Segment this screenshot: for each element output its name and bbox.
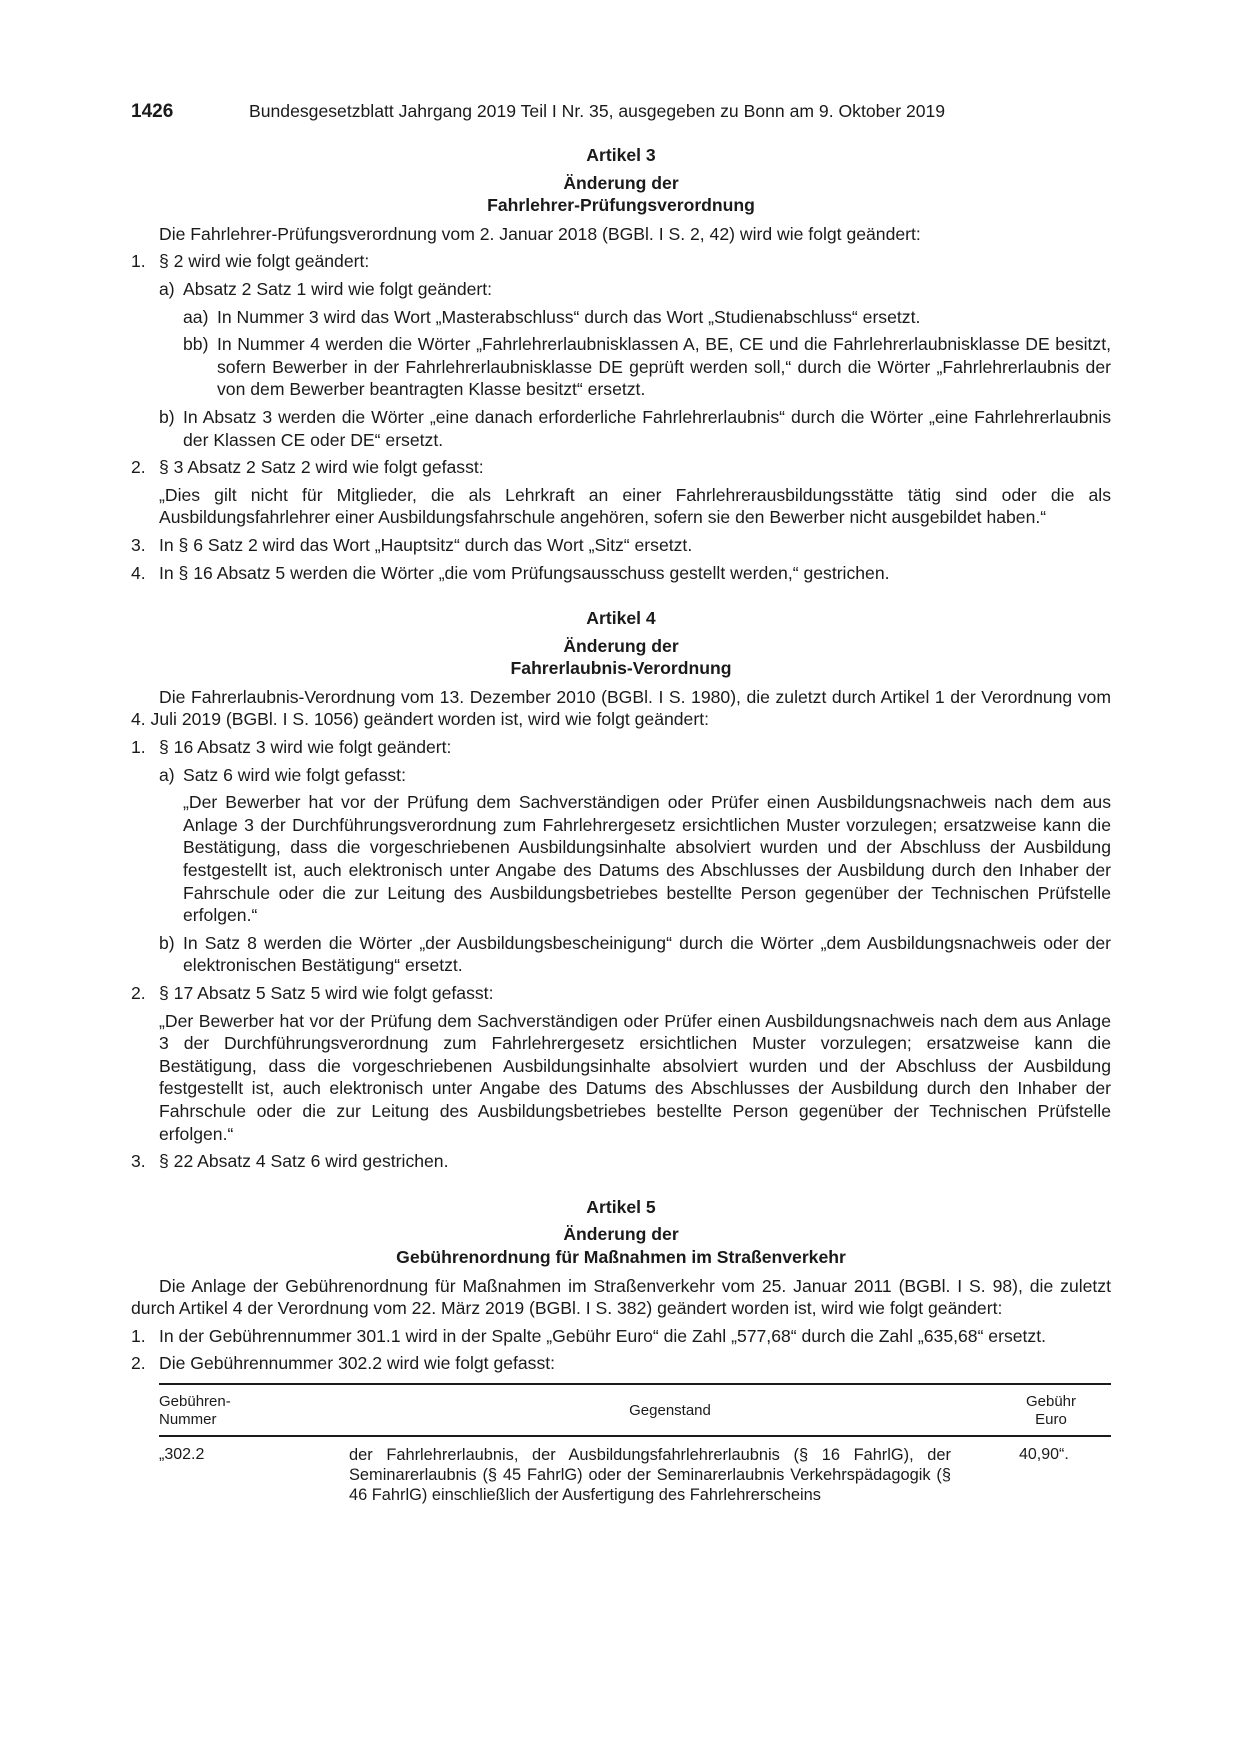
- item-text: In Absatz 3 werden die Wörter „eine danach erforderliche Fahrlehrerlaubnis“ durch die Wörter „eine Fahrlehrerlaubnis der Klassen CE oder DE“ ersetzt.: [183, 406, 1111, 450]
- article-4-title: Artikel 4: [586, 608, 656, 629]
- article-5-heading: [131, 1196, 1111, 1269]
- page-number: 1426: [131, 101, 174, 122]
- article-3: [131, 144, 1111, 584]
- article-4-subtitle-2: Fahrerlaubnis-Verordnung: [510, 658, 732, 679]
- article-5-item-2: [131, 1352, 1111, 1375]
- article-4-intro: Die Fahrerlaubnis-Verordnung vom 13. Dezember 2010 (BGBl. I S. 1980), die zuletzt durch Artikel 1 der Verordnung vom 4. Juli 2019 (BGBl. I S. 1056) geändert worden ist, wird wie folgt geändert:: [131, 686, 1111, 730]
- fee-table-wrapper: [159, 1383, 1111, 1505]
- item-text: § 22 Absatz 4 Satz 6 wird gestrichen.: [159, 1151, 449, 1172]
- article-5-item-1: [131, 1325, 1111, 1348]
- article-3-item-2: [131, 456, 1111, 479]
- article-4-item-1a-quote: „Der Bewerber hat vor der Prüfung dem Sachverständigen oder Prüfer einen Ausbildungsnachweis nach dem aus Anlage 3 der Durchführungsverordnung zum Fahrlehrergesetz ersichtlichen Muster vorzulegen; ersatzweise kann die Bestätigung, dass die vorgeschriebenen Ausbildungsinhalte absolviert wurden und der Abschluss der Ausbildung festgestellt ist, auch elektronisch unter Angabe des Datums des Abschlusses der Ausbildung durch den Inhaber der Fahrschule oder die zur Leitung des Ausbildungsbetriebes bestellte Person gegenüber der Technischen Prüfstelle erfolgen.“: [183, 792, 1111, 926]
- item-text: In der Gebührennummer 301.1 wird in der Spalte „Gebühr Euro“ die Zahl „577,68“ durch die Zahl „635,68“ ersetzt.: [159, 1325, 1046, 1346]
- fee-table: [159, 1383, 1111, 1505]
- article-3-item-1a: [131, 278, 1111, 301]
- article-3-item-1b: [131, 406, 1111, 451]
- article-4-subtitle-1: Änderung der: [563, 635, 679, 656]
- header-subject: Gegenstand: [349, 1384, 991, 1436]
- item-text: In § 6 Satz 2 wird das Wort „Hauptsitz“ durch das Wort „Sitz“ ersetzt.: [159, 534, 693, 555]
- article-3-item-1: [131, 250, 1111, 273]
- item-marker: 1.: [131, 1325, 146, 1346]
- item-marker: 1.: [131, 251, 146, 272]
- cell-fee: 40,90“.: [1019, 1445, 1069, 1463]
- article-3-item-4: [131, 562, 1111, 585]
- article-4-item-2: [131, 982, 1111, 1005]
- article-4-item-2-quote: „Der Bewerber hat vor der Prüfung dem Sachverständigen oder Prüfer einen Ausbildungsnachweis nach dem aus Anlage 3 der Durchführungsverordnung zum Fahrlehrergesetz ersichtlichen Muster vorzulegen; ersatzweise kann die Bestätigung, dass die vorgeschriebenen Ausbildungsinhalte absolviert wurden und der Abschluss der Ausbildung festgestellt ist, auch elektronisch unter Angabe des Datums des Abschlusses der Ausbildung durch den Inhaber der Fahrschule oder die zur Leitung des Ausbildungsbetriebes bestellte Person gegenüber der Technischen Prüfstelle erfolgen.“: [159, 1010, 1111, 1144]
- fee-table-header-row: [159, 1384, 1111, 1436]
- article-5-subtitle-2: Gebührenordnung für Maßnahmen im Straßenverkehr: [396, 1246, 846, 1267]
- article-5-subtitle-1: Änderung der: [563, 1224, 679, 1245]
- item-text: § 2 wird wie folgt geändert:: [159, 251, 370, 272]
- item-marker: 3.: [131, 534, 146, 555]
- article-4-heading: [131, 607, 1111, 680]
- gazette-title: Bundesgesetzblatt Jahrgang 2019 Teil I Nr. 35, ausgegeben zu Bonn am 9. Oktober 2019: [249, 101, 946, 121]
- item-text: § 3 Absatz 2 Satz 2 wird wie folgt gefasst:: [159, 457, 484, 478]
- item-text: In § 16 Absatz 5 werden die Wörter „die vom Prüfungsausschuss gestellt werden,“ gestrichen.: [159, 562, 890, 583]
- article-3-item-1bb: [131, 333, 1111, 401]
- item-text: § 16 Absatz 3 wird wie folgt geändert:: [159, 737, 452, 758]
- article-4-item-1a: [131, 764, 1111, 787]
- article-4: [131, 607, 1111, 1173]
- item-marker: 4.: [131, 562, 146, 583]
- item-marker: 2.: [131, 1353, 146, 1374]
- header-fee-euro: Gebühr Euro: [991, 1384, 1111, 1436]
- item-text: In Satz 8 werden die Wörter „der Ausbildungsbescheinigung“ durch die Wörter „dem Ausbildungsnachweis oder der elektronischen Bestätigung“ ersetzt.: [183, 932, 1111, 976]
- item-text: Die Gebührennummer 302.2 wird wie folgt gefasst:: [159, 1353, 556, 1374]
- item-text: § 17 Absatz 5 Satz 5 wird wie folgt gefasst:: [159, 983, 494, 1003]
- item-text: In Nummer 4 werden die Wörter „Fahrlehrerlaubnisklassen A, BE, CE und die Fahrlehrerlaubnisklasse DE besitzt, sofern Bewerber in der Fahrlehrerlaubnisklasse DE geprüft werden soll,“ durch die Wörter „Fahrlehrerlaubnis der von dem Bewerber beantragten Klasse besitzt“ ersetzt.: [217, 334, 1111, 400]
- item-marker: 3.: [131, 1151, 146, 1172]
- item-text: In Nummer 3 wird das Wort „Masterabschluss“ durch das Wort „Studienabschluss“ ersetzt.: [217, 306, 921, 327]
- item-marker: aa): [183, 306, 209, 327]
- item-marker: 2.: [131, 457, 146, 478]
- article-4-item-1: [131, 736, 1111, 759]
- cell-subject: der Fahrlehrerlaubnis, der Ausbildungsfahrlehrerlaubnis (§ 16 FahrlG), der Seminarerlaubnis (§ 45 FahrlG) oder der Seminarerlaubnis Verkehrspädagogik (§ 46 FahrlG) einschließlich der Ausfertigung des Fahrlehrerscheins: [349, 1445, 951, 1504]
- item-marker: a): [159, 764, 175, 785]
- article-3-intro: Die Fahrlehrer-Prüfungsverordnung vom 2. Januar 2018 (BGBl. I S. 2, 42) wird wie folgt geändert:: [159, 223, 921, 244]
- item-marker: 1.: [131, 737, 146, 758]
- article-3-heading: [131, 144, 1111, 217]
- item-marker: b): [159, 406, 175, 427]
- cell-fee-number: „302.2: [159, 1445, 205, 1463]
- article-5-title: Artikel 5: [586, 1196, 656, 1217]
- article-4-item-3: [131, 1150, 1111, 1173]
- item-marker: bb): [183, 334, 209, 355]
- table-row: [159, 1436, 1111, 1505]
- item-marker: b): [159, 932, 175, 953]
- document-page: [131, 100, 1111, 1505]
- article-5: [131, 1196, 1111, 1505]
- article-5-intro: Die Anlage der Gebührenordnung für Maßnahmen im Straßenverkehr vom 25. Januar 2011 (BGBl. I S. 98), die zuletzt durch Artikel 4 der Verordnung vom 22. März 2019 (BGBl. I S. 382) geändert worden ist, wird wie folgt geändert:: [131, 1275, 1111, 1319]
- header-fee-number: Gebühren- Nummer: [159, 1384, 349, 1436]
- page-header: [131, 100, 1111, 124]
- item-marker: a): [159, 278, 175, 299]
- item-text: Absatz 2 Satz 1 wird wie folgt geändert:: [183, 278, 493, 299]
- article-3-item-1aa: [131, 306, 1111, 329]
- article-3-item-3: [131, 534, 1111, 557]
- article-3-item-2-quote: „Dies gilt nicht für Mitglieder, die als Lehrkraft an einer Fahrlehrerausbildungsstätte tätig sind oder die als Ausbildungsfahrlehrer einer Ausbildungsfahrschule angehören, sofern sie den Bewerber nicht ausgebildet haben.“: [159, 484, 1111, 528]
- article-3-subtitle-1: Änderung der: [563, 172, 679, 193]
- article-3-subtitle-2: Fahrlehrer-Prüfungsverordnung: [487, 195, 755, 216]
- item-marker: 2.: [131, 983, 146, 1003]
- article-4-item-1b: [131, 932, 1111, 977]
- article-3-title: Artikel 3: [586, 145, 656, 165]
- item-text: Satz 6 wird wie folgt gefasst:: [183, 764, 406, 785]
